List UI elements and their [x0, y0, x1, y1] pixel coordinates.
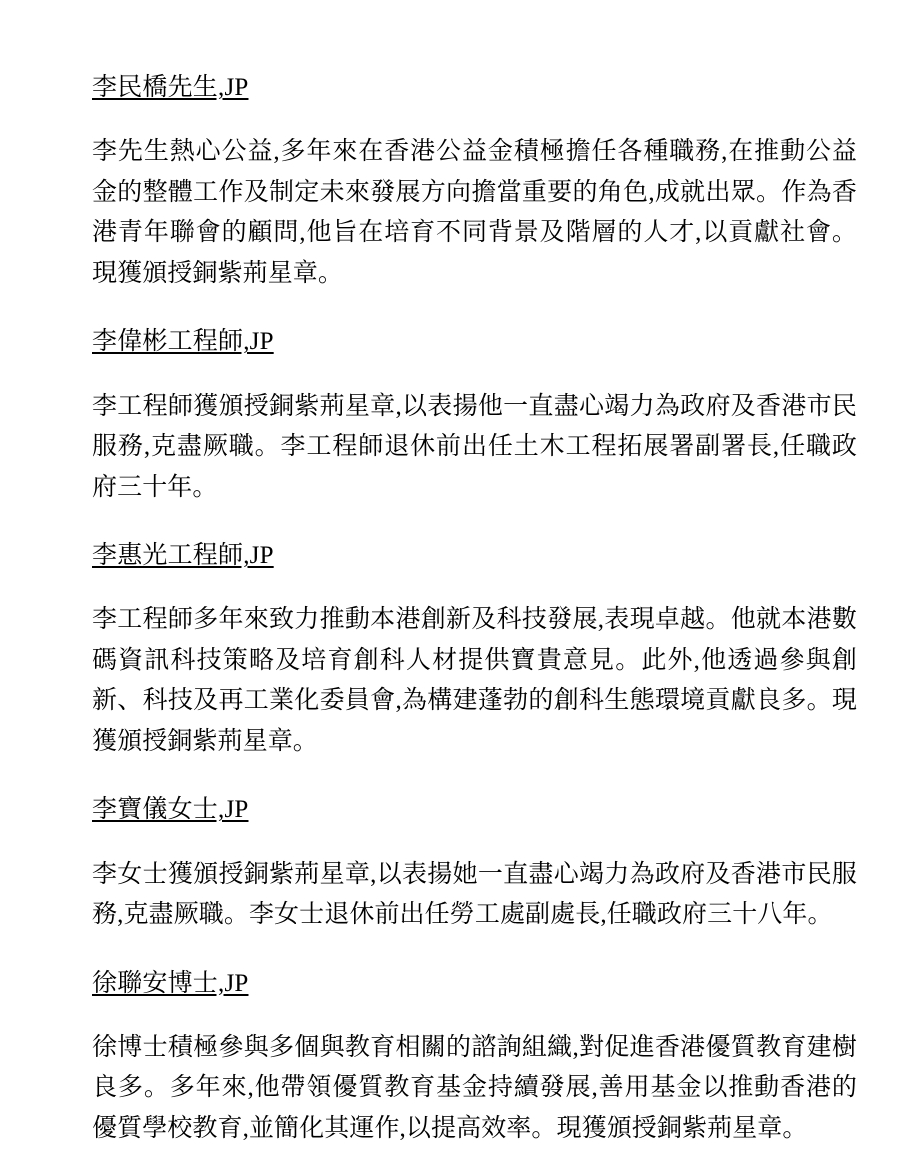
entry-citation: 李女士獲頒授銅紫荊星章,以表揚她一直盡心竭力為政府及香港市民服務,克盡厥職。李女士退休前出任勞工處副處長,任職政府三十八年。	[92, 860, 857, 928]
entry-name	[92, 792, 857, 828]
entry-name-text: 李寶儀女士,JP	[92, 796, 249, 824]
entry-name	[92, 324, 857, 360]
entry-citation: 徐博士積極參與多個與教育相關的諮詢組織,對促進香港優質教育建樹良多。多年來,他帶領優質教育基金持續發展,善用基金以推動香港的優質學校教育,並簡化其運作,以提高效率。現獲頒授銅紫荊星章。	[92, 1033, 857, 1142]
entry-citation: 李先生熱心公益,多年來在香港公益金積極擔任各種職務,在推動公益金的整體工作及制定未來發展方向擔當重要的角色,成就出眾。作為香港青年聯會的顧問,他旨在培育不同背景及階層的人才,以貢獻社會。現獲頒授銅紫荊星章。	[92, 138, 857, 287]
award-entry	[92, 538, 857, 762]
entry-name-text: 李民橋先生,JP	[92, 74, 249, 101]
award-entry	[92, 70, 857, 294]
award-entry	[92, 792, 857, 935]
entry-name-text: 李惠光工程師,JP	[92, 542, 274, 569]
entry-name	[92, 966, 857, 1002]
award-entry	[92, 966, 857, 1150]
entry-citation: 李工程師獲頒授銅紫荊星章,以表揚他一直盡心竭力為政府及香港市民服務,克盡厥職。李工程師退休前出任土木工程拓展署副署長,任職政府三十年。	[92, 392, 857, 501]
award-entry	[92, 324, 857, 508]
entry-name-text: 李偉彬工程師,JP	[92, 328, 274, 356]
entry-name-text: 徐聯安博士,JP	[92, 969, 249, 997]
entry-citation: 李工程師多年來致力推動本港創新及科技發展,表現卓越。他就本港數碼資訊科技策略及培育創科人材提供寶貴意見。此外,他透過參與創新、科技及再工業化委員會,為構建蓬勃的創科生態環境貢獻良多。現獲頒授銅紫荊星章。	[92, 606, 857, 755]
entry-name	[92, 70, 857, 106]
entry-name	[92, 538, 857, 574]
